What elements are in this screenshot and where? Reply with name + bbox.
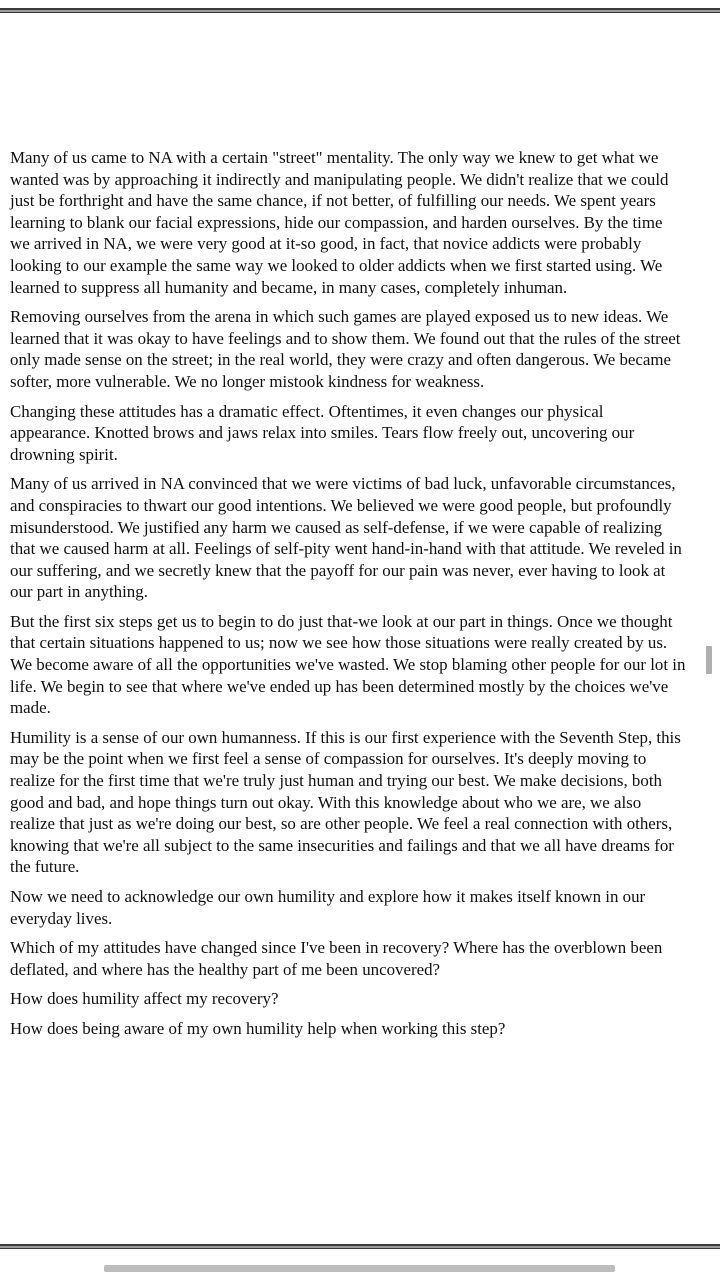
paragraph: Removing ourselves from the arena in which such games are played exposed us to new ideas. We learned that it was okay to have feelings and to show them. We found out that the rules of the street only made sense on the street; in the real world, they were crazy and often dangerous. We became softer, more vulnerable. We no longer mistook kindness for weakness. xyxy=(10,307,681,391)
paragraph: Humility is a sense of our own humanness. If this is our first experience with the Seventh Step, this may be the point when we first feel a sense of compassion for ourselves. It's deeply moving to realize for the first time that we're truly just human and trying our best. We make decisions, both good and bad, and hope things turn out okay. With this knowledge about who we are, we also realize that just as we're doing our best, so are other people. We feel a real connection with others, knowing that we're all subject to the same insecurities and failings and that we all have dreams for the future. xyxy=(10,727,681,877)
reflection-question: How does humility affect my recovery? xyxy=(10,989,279,1009)
paragraph: Changing these attitudes has a dramatic effect. Oftentimes, it even changes our physical appearance. Knotted brows and jaws relax into smiles. Tears flow freely out, uncovering our drowning spirit. xyxy=(10,401,635,464)
reflection-question: Which of my attitudes have changed since I've been in recovery? Where has the overblown been deflated, and where has the healthy part of me been uncovered? xyxy=(10,938,663,979)
horizontal-scrollbar[interactable] xyxy=(104,1265,615,1272)
page-content[interactable] xyxy=(10,147,686,1048)
vertical-scrollbar-thumb[interactable] xyxy=(706,646,712,674)
paragraph: Many of us came to NA with a certain "street" mentality. The only way we knew to get what we wanted was by approaching it indirectly and manipulating people. We didn't realize that we could just be forthright and have the same chance, if not better, of fulfilling our needs. We spent years learning to blank our facial expressions, hide our compassion, and harden ourselves. By the time we arrived in NA, we were very good at it-so good, in fact, that novice addicts were probably looking to our example the same way we looked to older addicts when we first started using. We learned to suppress all humanity and became, in many cases, completely inhuman. xyxy=(10,148,669,297)
paragraph: Now we need to acknowledge our own humility and explore how it makes itself known in our everyday lives. xyxy=(10,887,646,928)
bottom-rule xyxy=(0,1244,720,1249)
paragraph: But the first six steps get us to begin to do just that-we look at our part in things. Once we thought that certain situations happened to us; now we see how those situations were really created by us. We become aware of all the opportunities we've wasted. We stop blaming other people for our lot in life. We begin to see that where we've ended up has been determined mostly by the choices we've made. xyxy=(10,611,686,718)
top-rule xyxy=(0,8,720,13)
reflection-question: How does being aware of my own humility help when working this step? xyxy=(10,1018,506,1038)
paragraph: Many of us arrived in NA convinced that we were victims of bad luck, unfavorable circumstances, and conspiracies to thwart our good intentions. We believed we were good people, but profoundly misunderstood. We justified any harm we caused as self-defense, if we were capable of realizing that we caused harm at all. Feelings of self-pity went hand-in-hand with that attitude. We reveled in our suffering, and we secretly knew that the payoff for our pain was never, ever having to look at our part in anything. xyxy=(10,474,682,602)
